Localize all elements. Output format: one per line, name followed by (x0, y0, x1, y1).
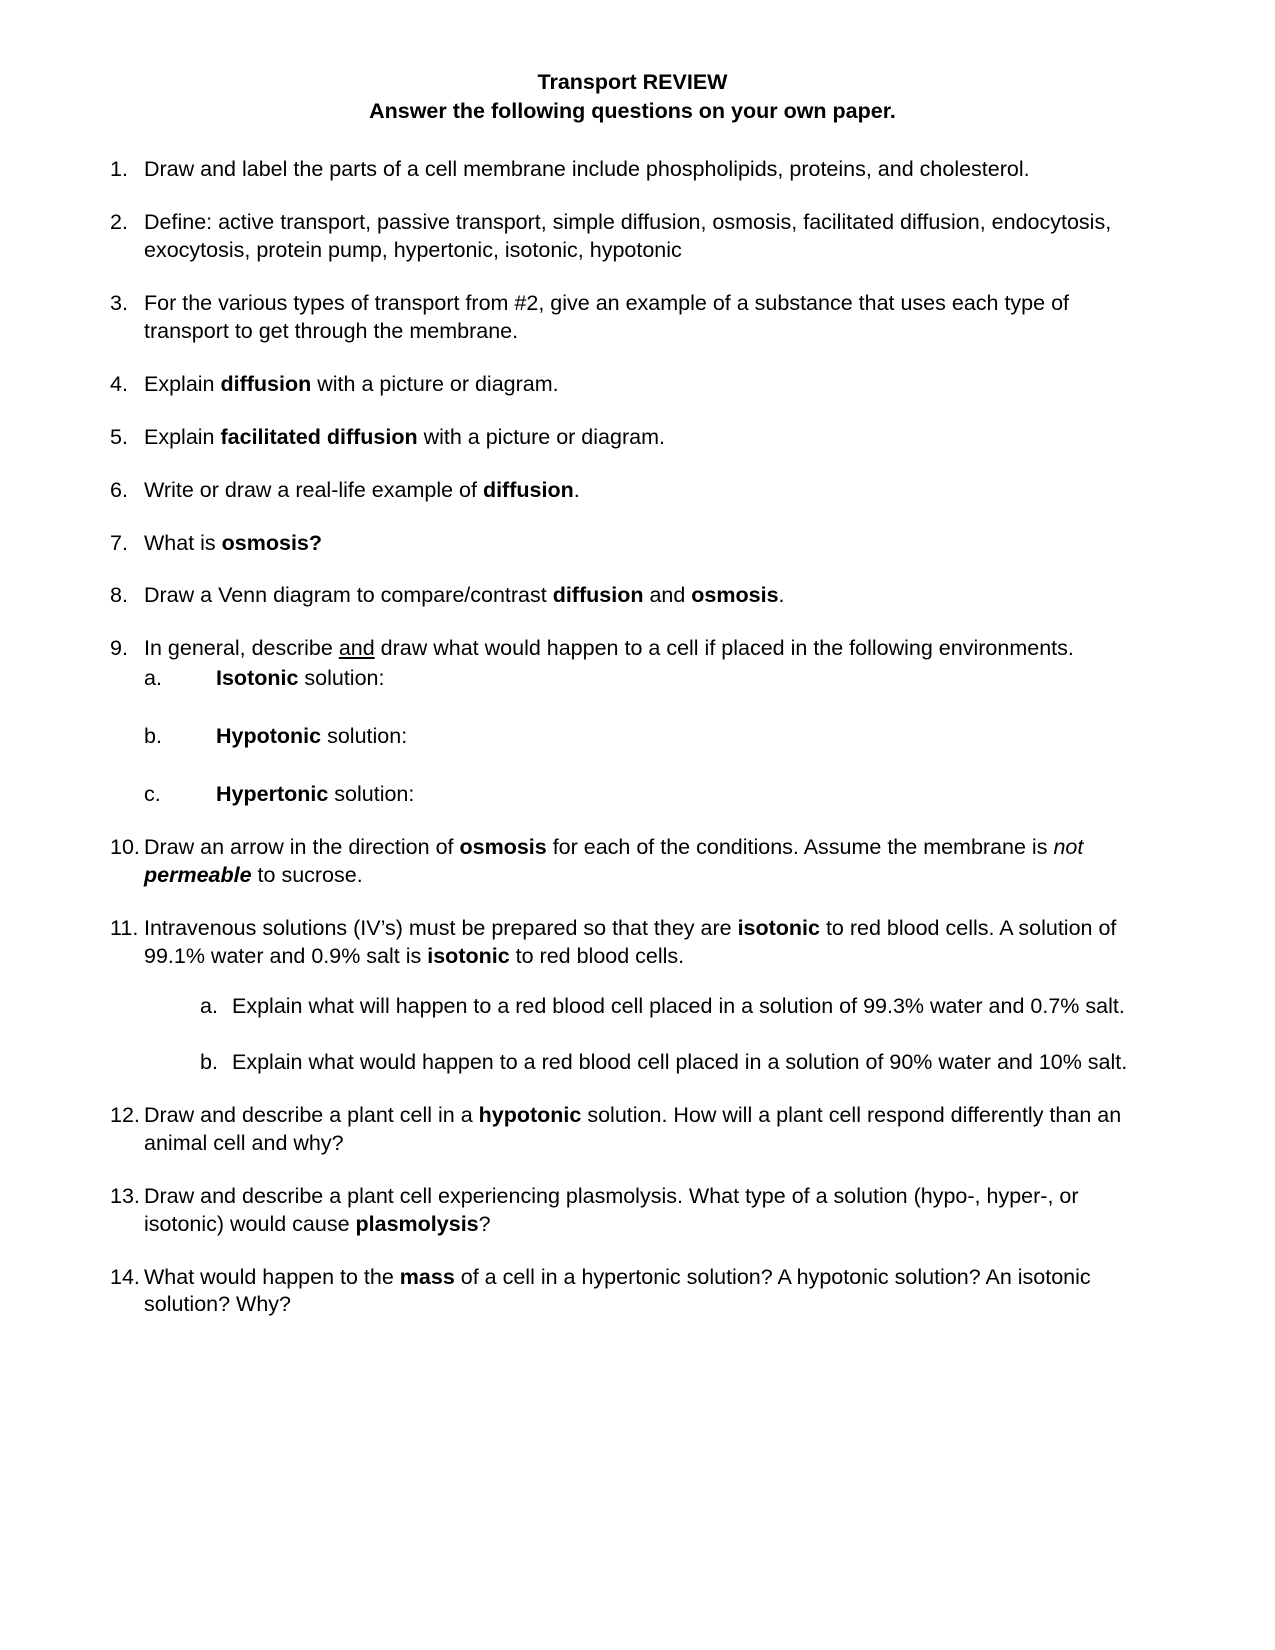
question-item-1 (110, 156, 1155, 184)
question-number: 4. (110, 371, 128, 396)
question-number: 14. (110, 1264, 140, 1289)
emphasis-term: diffusion (482, 477, 574, 502)
question-text-segment: to red blood cells. (509, 943, 685, 968)
question-text-segment: Explain (144, 424, 221, 449)
question-item-11 (110, 915, 1155, 1077)
page-title (110, 68, 1155, 126)
question-item-4 (110, 371, 1155, 399)
question-text-segment: Draw and describe a plant cell in a (144, 1102, 479, 1127)
sub-question-item-a (200, 993, 1155, 1021)
question-text-segment: for each of the conditions. Assume the membrane is (546, 835, 1054, 860)
sub-question-list (144, 993, 1155, 1077)
question-text-segment: Draw an arrow in the direction of (144, 835, 460, 860)
sub-question-text (180, 665, 384, 693)
question-number: 13. (110, 1183, 140, 1208)
question-item-13 (110, 1183, 1155, 1239)
question-number: 1. (110, 157, 128, 182)
question-number: 3. (110, 290, 128, 315)
sub-question-letter: c. (144, 782, 161, 807)
question-text (144, 834, 1155, 890)
question-number: 6. (110, 477, 128, 502)
question-number: 12. (110, 1102, 140, 1127)
question-text-segment: draw what would happen to a cell if placed in the following environments. (374, 636, 1074, 661)
emphasis-term: isotonic (737, 916, 820, 941)
question-text-segment: to sucrose. (251, 863, 363, 888)
question-text (144, 1183, 1155, 1239)
sub-question-text-segment: solution: (328, 782, 415, 807)
sub-question-letter: a. (200, 993, 218, 1018)
question-text-segment: What is (144, 530, 222, 555)
emphasis-term: osmosis? (221, 530, 323, 555)
title-line-secondary: Answer the following questions on your own paper. (369, 99, 896, 124)
question-text: Draw and label the parts of a cell membrane include phospholipids, proteins, and cholesterol. (144, 157, 1030, 182)
question-text-segment: with a picture or diagram. (417, 424, 665, 449)
emphasis-term: diffusion (220, 371, 312, 396)
sub-question-item-a (144, 665, 1155, 693)
question-text (144, 477, 1155, 505)
sub-question-list (144, 665, 1155, 809)
question-text (144, 635, 1155, 663)
question-item-3 (110, 290, 1155, 346)
italic-term: not (1053, 835, 1084, 860)
sub-question-letter: a. (144, 666, 162, 691)
question-text (144, 1102, 1155, 1158)
sub-question-text-segment: solution: (298, 666, 385, 691)
question-item-9 (110, 635, 1155, 809)
sub-question-text (180, 781, 414, 809)
question-text-segment: . (573, 477, 580, 502)
question-text-segment: Draw and describe a plant cell experiencing plasmolysis. What type of a solution (hypo-, hyper-, or isotonic) would cause (144, 1183, 1079, 1236)
question-list (110, 156, 1155, 1319)
question-item-6 (110, 477, 1155, 505)
question-text-segment: of a cell in a hypertonic solution? A hypotonic solution? An isotonic solution? Why? (144, 1264, 1091, 1317)
sub-question-letter: b. (144, 724, 162, 749)
question-text-segment: Draw a Venn diagram to compare/contrast (144, 583, 553, 608)
question-text (144, 915, 1155, 971)
question-number: 8. (110, 583, 128, 608)
sub-question-letter: b. (200, 1049, 218, 1074)
emphasis-term: Isotonic (216, 666, 299, 691)
question-text-segment: to red blood cells. A solution of 99.1% water and 0.9% salt is (144, 916, 1117, 968)
question-item-5 (110, 424, 1155, 452)
question-number: 9. (110, 636, 128, 661)
sub-question-text: Explain what will happen to a red blood cell placed in a solution of 99.3% water and 0.7% salt. (232, 993, 1125, 1018)
question-item-8 (110, 582, 1155, 610)
sub-question-item-b (200, 1049, 1155, 1077)
question-number: 2. (110, 209, 128, 234)
question-text (144, 530, 1155, 558)
emphasis-term: plasmolysis (355, 1211, 479, 1236)
sub-question-text-segment: solution: (321, 724, 408, 749)
emphasis-term: isotonic (427, 943, 510, 968)
question-number: 10. (110, 835, 140, 860)
sub-question-item-c (144, 781, 1155, 809)
emphasis-term: hypotonic (478, 1102, 582, 1127)
question-text-segment: Write or draw a real-life example of (144, 477, 483, 502)
question-item-2 (110, 209, 1155, 265)
emphasis-term: osmosis (691, 583, 779, 608)
question-text (144, 371, 1155, 399)
question-text-segment: and (643, 583, 692, 608)
question-text (144, 582, 1155, 610)
title-line-primary: Transport REVIEW (537, 70, 728, 94)
question-number: 7. (110, 530, 128, 555)
emphasis-term: Hypertonic (216, 782, 329, 807)
question-text-segment: solution. How will a plant cell respond differently than an animal cell and why? (144, 1102, 1122, 1155)
emphasis-term: diffusion (552, 583, 644, 608)
question-text-segment: . (778, 583, 785, 608)
sub-question-item-b (144, 723, 1155, 751)
emphasis-term: osmosis (459, 835, 547, 860)
emphasis-term: facilitated diffusion (220, 424, 418, 449)
question-item-10 (110, 834, 1155, 890)
question-text (144, 1264, 1155, 1320)
question-item-14 (110, 1264, 1155, 1320)
question-text: Define: active transport, passive transport, simple diffusion, osmosis, facilitated diffusion, endocytosis, exocytosis, protein pump, hypertonic, isotonic, hypotonic (144, 209, 1112, 262)
question-text-segment: Intravenous solutions (IV’s) must be prepared so that they are (144, 916, 738, 941)
sub-question-text: Explain what would happen to a red blood cell placed in a solution of 90% water and 10% salt. (232, 1049, 1128, 1074)
question-text (144, 424, 1155, 452)
question-item-12 (110, 1102, 1155, 1158)
question-text-segment: ? (478, 1211, 491, 1236)
question-text: For the various types of transport from #2, give an example of a substance that uses each type of transport to get through the membrane. (144, 290, 1070, 343)
emphasis-term: mass (399, 1264, 455, 1289)
question-item-7 (110, 530, 1155, 558)
question-number: 11. (110, 916, 139, 941)
sub-question-text (180, 723, 407, 751)
bold-italic-term: permeable (144, 863, 252, 888)
question-text-segment: Explain (144, 371, 221, 396)
question-text-segment: In general, describe (144, 636, 339, 661)
question-number: 5. (110, 424, 128, 449)
underlined-term: and (338, 636, 375, 661)
question-text-segment: What would happen to the (144, 1264, 400, 1289)
emphasis-term: Hypotonic (216, 724, 322, 749)
question-text-segment: with a picture or diagram. (311, 371, 559, 396)
